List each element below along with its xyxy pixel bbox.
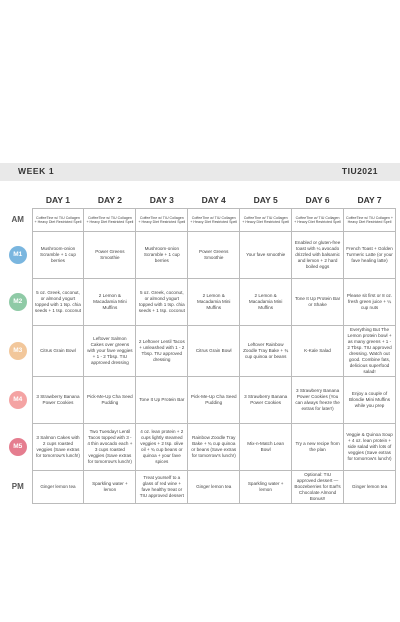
meal-cell: Veggie & Quinoa Soup + 4 oz. lean protein + side salad with lots of veggies (Save extras for tomorrow's lunch!) (344, 424, 396, 471)
row-label-m4 (4, 377, 32, 424)
meal-cell: Sparkling water + lemon (84, 471, 136, 504)
meal-cell: Citrus Grain Bowl (188, 326, 240, 377)
meal-cell: Mushroom-onion Scramble + 1 cup berries (32, 232, 84, 279)
meal-cell: CoffeeTine w/ TIU Collagen + Heavy Diet Restricted Spell (344, 209, 396, 232)
meal-cell: 3 Salmon Cakes with 2 cups roasted veggies (Save extras for tomorrow's lunch!) (32, 424, 84, 471)
meal-cell: 3 Strawberry Banana Power Cookies (You can always freeze the extras for later!) (292, 377, 344, 424)
row-m5 (4, 424, 396, 471)
meal-cell: K-Kale Salad (292, 326, 344, 377)
meal-badge: M4 (9, 391, 27, 409)
row-label-pm (4, 471, 32, 504)
day-header: DAY 5 (253, 195, 278, 205)
meal-cell: French Toast + Golden Turmeric Latte (or your fave healing latte) (344, 232, 396, 279)
day-header: DAY 3 (149, 195, 174, 205)
meal-cell: CoffeeTine w/ TIU Collagen + Heavy Diet Restricted Spell (32, 209, 84, 232)
meal-plan-table (4, 192, 396, 504)
meal-cell: 3 Strawberry Banana Power Cookies (240, 377, 292, 424)
week-header-bar (0, 163, 400, 181)
day-header: DAY 7 (357, 195, 382, 205)
meal-cell: 5 oz. Greek, coconut, or almond yogurt topped with 1 tsp. chia seeds + 1 tsp. coconut (136, 279, 188, 326)
meal-cell: 2 Lemon & Macadamia Mini Muffins (84, 279, 136, 326)
meal-cell: 4 oz. lean protein + 2 cups lightly steamed veggies + 2 tsp. olive oil + ¾ cup beans or quinoa + your fave spices (136, 424, 188, 471)
meal-cell: 2 Lemon & Macadamia Mini Muffins (240, 279, 292, 326)
meal-cell: Sparkling water + lemon (240, 471, 292, 504)
row-label-text: AM (11, 214, 24, 224)
corner-cell (4, 192, 32, 209)
meal-cell: Tone It Up Protein Bar (136, 377, 188, 424)
meal-badge: M3 (9, 342, 27, 360)
meal-cell: Rainbow Zoodle Tray Bake + ¾ cup quinoa or beans (Save extras for tomorrow's lunch!) (188, 424, 240, 471)
meal-cell: Everything But The Lemon protein bowl + as many greens + 1 - 2 Tbsp. TIU approved dressing. Watch out good. Combine fats, delicious superfood salad! (344, 326, 396, 377)
row-am (4, 209, 396, 232)
meal-cell: 3 Strawberry Banana Power Cookies (32, 377, 84, 424)
meal-cell: 2 Leftover Lentil Tacos + unleashed with 1 - 2 Tbsp. TIU approved dressing (136, 326, 188, 377)
row-m2 (4, 279, 396, 326)
meal-cell: Ginger lemon tea (32, 471, 84, 504)
meal-badge: M2 (9, 293, 27, 311)
meal-cell: Power Greens Smoothie (188, 232, 240, 279)
day-header: DAY 6 (305, 195, 330, 205)
meal-cell: Mix-n-Match Lean Bowl (240, 424, 292, 471)
day-header: DAY 2 (97, 195, 122, 205)
meal-cell: Citrus Grain Bowl (32, 326, 84, 377)
meal-cell: Tone It Up Protein Bar or Shake (292, 279, 344, 326)
meal-cell: CoffeeTine w/ TIU Collagen + Heavy Diet Restricted Spell (136, 209, 188, 232)
row-label-am (4, 209, 32, 232)
meal-cell: Pick-Me-Up Cha Seed Pudding (188, 377, 240, 424)
row-label-m3 (4, 326, 32, 377)
row-label-text: PM (11, 481, 24, 491)
meal-cell: CoffeeTine w/ TIU Collagen + Heavy Diet Restricted Spell (240, 209, 292, 232)
meal-cell: 5 oz. Greek, coconut, or almond yogurt topped with 1 tsp. chia seeds + 1 tsp. coconut (32, 279, 84, 326)
row-label-m1 (4, 232, 32, 279)
meal-badge: M5 (9, 438, 27, 456)
meal-cell: Ginger lemon tea (344, 471, 396, 504)
meal-cell: Two Tuesday! Lentil Tacos topped with 3 - 4 thin avocado each + 3 cups roasted veggies (Save extras for tomorrow's lunch!) (84, 424, 136, 471)
meal-cell: Leftover Salmon Cakes over greens with your fave veggies + 1 - 2 Tbsp. TIU approved dressing (84, 326, 136, 377)
day-header: DAY 4 (201, 195, 226, 205)
meal-cell: CoffeeTine w/ TIU Collagen + Heavy Diet Restricted Spell (188, 209, 240, 232)
meal-cell: Power Greens Smoothie (84, 232, 136, 279)
meal-cell: Pick-Me-Up Cha Seed Pudding (84, 377, 136, 424)
day-header: DAY 1 (45, 195, 71, 205)
meal-badge: M1 (9, 246, 27, 264)
meal-cell: 2 Lemon & Macadamia Mini Muffins (188, 279, 240, 326)
meal-cell: Optional: TIU approved dessert — Boozeberries for Earl's Chocolate Almond Bonus!! (292, 471, 344, 504)
brand-label: TIU2021 (341, 166, 378, 176)
week-label: WEEK 1 (18, 166, 55, 176)
day-header-row (4, 192, 396, 209)
meal-cell: Enjoy a couple of Blondie Mini Muffins while you prep (344, 377, 396, 424)
meal-cell: Mushroom-onion Scramble + 1 cup berries (136, 232, 188, 279)
meal-cell: CoffeeTine w/ TIU Collagen + Heavy Diet Restricted Spell (84, 209, 136, 232)
meal-cell: Ginger lemon tea (188, 471, 240, 504)
meal-cell: CoffeeTine w/ TIU Collagen + Heavy Diet Restricted Spell (292, 209, 344, 232)
row-m4 (4, 377, 396, 424)
row-m3 (4, 326, 396, 377)
meal-cell: Try a new recipe from the plan (292, 424, 344, 471)
row-m1 (4, 232, 396, 279)
row-label-m5 (4, 424, 32, 471)
meal-cell: Your fave smoothie (240, 232, 292, 279)
meal-cell: Treat yourself to a glass of red wine + fave healthy treat or TIU approved dessert (136, 471, 188, 504)
meal-cell: Please sit first or 8 oz. fresh green juice + ¼ cup nuts (344, 279, 396, 326)
row-label-m2 (4, 279, 32, 326)
meal-cell: Leftover Rainbow Zoodle Tray Bake + ¾ cup quinoa or beans (240, 326, 292, 377)
meal-cell: Enabled or gluten-free toast with ¼ avocado drizzled with balsamic and lemon + 2 hard boiled eggs (292, 232, 344, 279)
row-pm (4, 471, 396, 504)
